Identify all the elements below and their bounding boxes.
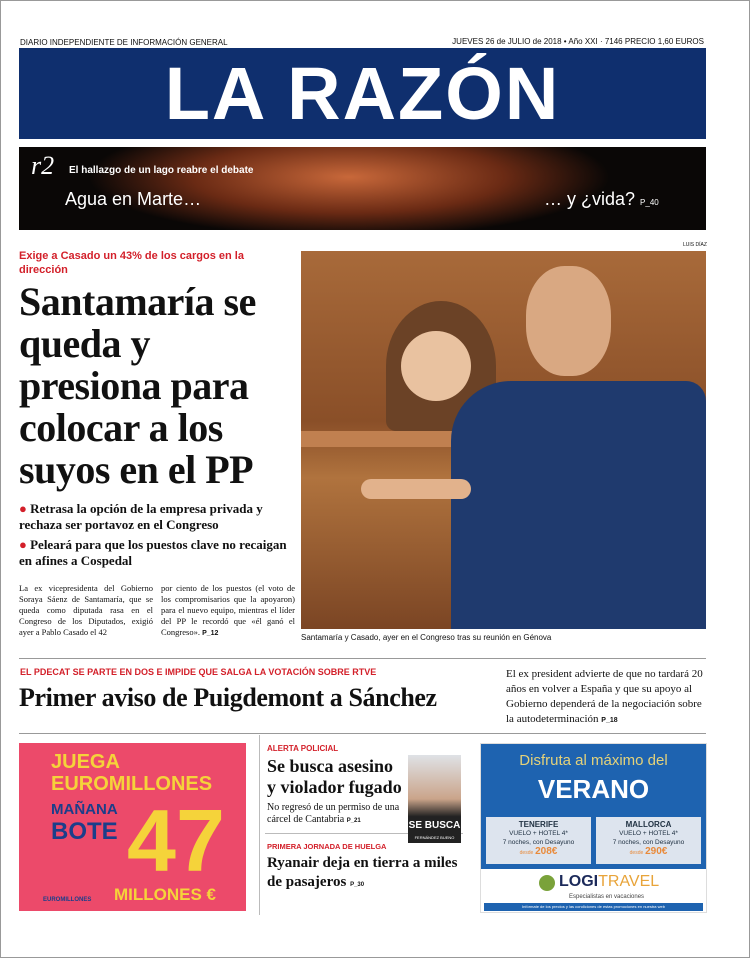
mars-banner[interactable] (19, 147, 706, 230)
offer-mallorca[interactable] (596, 817, 701, 864)
offer-from: desde (519, 850, 534, 856)
wanted-label: SE BUSCA (408, 820, 461, 831)
page-ref: P_30 (350, 882, 365, 888)
bullet-1: Retrasa la opción de la empresa privada y rechaza ser portavoz en el Congreso (19, 501, 263, 532)
ad-footer: Infórmate de los precios y las condiciones de estas promociones en nuestra web (484, 903, 703, 911)
lead-bullets: ● Retrasa la opción de la empresa privada y rechaza ser portavoz en el Congreso ● Peleará para que los puestos clave no recaigan en afines a Cospedal (19, 501, 287, 568)
banner-kicker: El hallazgo de un lago reabre el debate (69, 165, 254, 176)
second-summary: El ex president advierte de que no tardará 20 años en volver a España y que su apoyo al Gobierno dependerá de la negociación sobre la autodeterminación (506, 668, 703, 725)
masthead (19, 48, 706, 139)
photo-hand (361, 479, 471, 499)
banner-left: Agua en Marte… (65, 189, 202, 209)
offer-nights: 7 noches, con Desayuno (502, 839, 575, 846)
photo-caption: Santamaría y Casado, ayer en el Congreso tras su reunión en Génova (301, 633, 552, 642)
page-ref: P_21 (346, 818, 361, 824)
page-ref: P_12 (202, 630, 219, 637)
lead-headline[interactable]: Santamaría se queda y presiona para colocar a los suyos en el PP (19, 279, 256, 492)
ad-line: EUROMILLONES (51, 773, 213, 795)
offer-tenerife[interactable] (486, 817, 591, 864)
dateline: JUEVES 26 de JULIO de 2018 • Año XXI · 7146 PRECIO 1,60 EUROS (452, 37, 704, 46)
ad-line: Disfruta al máximo del (519, 752, 668, 769)
brand-a: LOGI (559, 873, 599, 890)
strike-headline[interactable]: Ryanair deja en tierra a miles de pasajeros (267, 855, 458, 890)
jackpot-unit: MILLONES € (114, 885, 217, 904)
logitravel-ad[interactable] (480, 743, 707, 913)
jackpot-amount: 47 (127, 791, 225, 890)
banner-right: … y ¿vida? (544, 189, 636, 209)
lead-photo[interactable] (301, 251, 706, 629)
offer-desc: VUELO + HOTEL 4* (619, 830, 678, 837)
ad-line: VERANO (537, 774, 650, 804)
second-kicker: EL PDECAT SE PARTE EN DOS E IMPIDE QUE SALGA LA VOTACIÓN SOBRE RTVE (20, 667, 377, 677)
page-ref: P_18 (601, 717, 618, 724)
logitravel-logo-icon (539, 875, 555, 891)
tagline: DIARIO INDEPENDIENTE DE INFORMACIÓN GENERAL (20, 38, 228, 47)
police-headline[interactable]: Se busca asesino y violador fugado (267, 756, 402, 797)
photo-credit: LUIS DÍAZ (683, 242, 707, 248)
lead-body-col2: por ciento de los puestos (el voto de los compromisarios que la apoyaron) para el nuevo equipo, mientras el líder del PP le recordó que «él ganó el Congreso». (161, 583, 295, 637)
offer-dest: MALLORCA (625, 820, 672, 829)
police-kicker: ALERTA POLICIAL (267, 744, 339, 753)
divider (19, 733, 706, 734)
r2-logo: r2 (31, 151, 55, 180)
strike-kicker: PRIMERA JORNADA DE HUELGA (267, 842, 387, 851)
offer-from: desde (629, 850, 644, 856)
second-headline[interactable]: Primer aviso de Puigdemont a Sánchez (19, 683, 437, 712)
euromillones-ad[interactable] (19, 743, 246, 911)
lead-column (19, 249, 295, 639)
offer-dest: TENERIFE (518, 820, 559, 829)
divider (259, 735, 260, 915)
police-sub: No regresó de un permiso de una cárcel de Cantabria (267, 802, 400, 825)
photo-face (526, 266, 611, 376)
photo-face (401, 331, 471, 401)
bullet-2: Peleará para que los puestos clave no recaigan en afines a Cospedal (19, 537, 287, 568)
page-ref: P_40 (640, 198, 659, 207)
ad-line: MAÑANA (51, 801, 118, 818)
lottery-brand: EUROMILLONES (43, 897, 92, 903)
offer-price: 290€ (645, 846, 668, 857)
offer-desc: VUELO + HOTEL 4* (509, 830, 568, 837)
wanted-name: FERNÁNDEZ BUENO (414, 835, 455, 840)
lead-body-col1: La ex vicepresidenta del Gobierno Soraya Sáenz de Santamaría, que se queda como diputada rasa en el Congreso de los Diputados, exigió ayer a Pablo Casado el 42 (19, 583, 153, 637)
masthead-title: LA RAZÓN (164, 52, 561, 135)
brand-b: TRAVEL (598, 873, 660, 890)
photo-figure-man (451, 381, 706, 629)
lead-kicker: Exige a Casado un 43% de los cargos en la dirección (19, 250, 244, 276)
wanted-photo (408, 755, 461, 843)
ad-line: JUEGA (51, 751, 120, 773)
slogan: Especialistas en vacaciones (569, 894, 645, 900)
divider (19, 658, 706, 659)
offer-price: 208€ (535, 846, 558, 857)
ad-line: BOTE (51, 818, 118, 845)
offer-nights: 7 noches, con Desayuno (612, 839, 685, 846)
